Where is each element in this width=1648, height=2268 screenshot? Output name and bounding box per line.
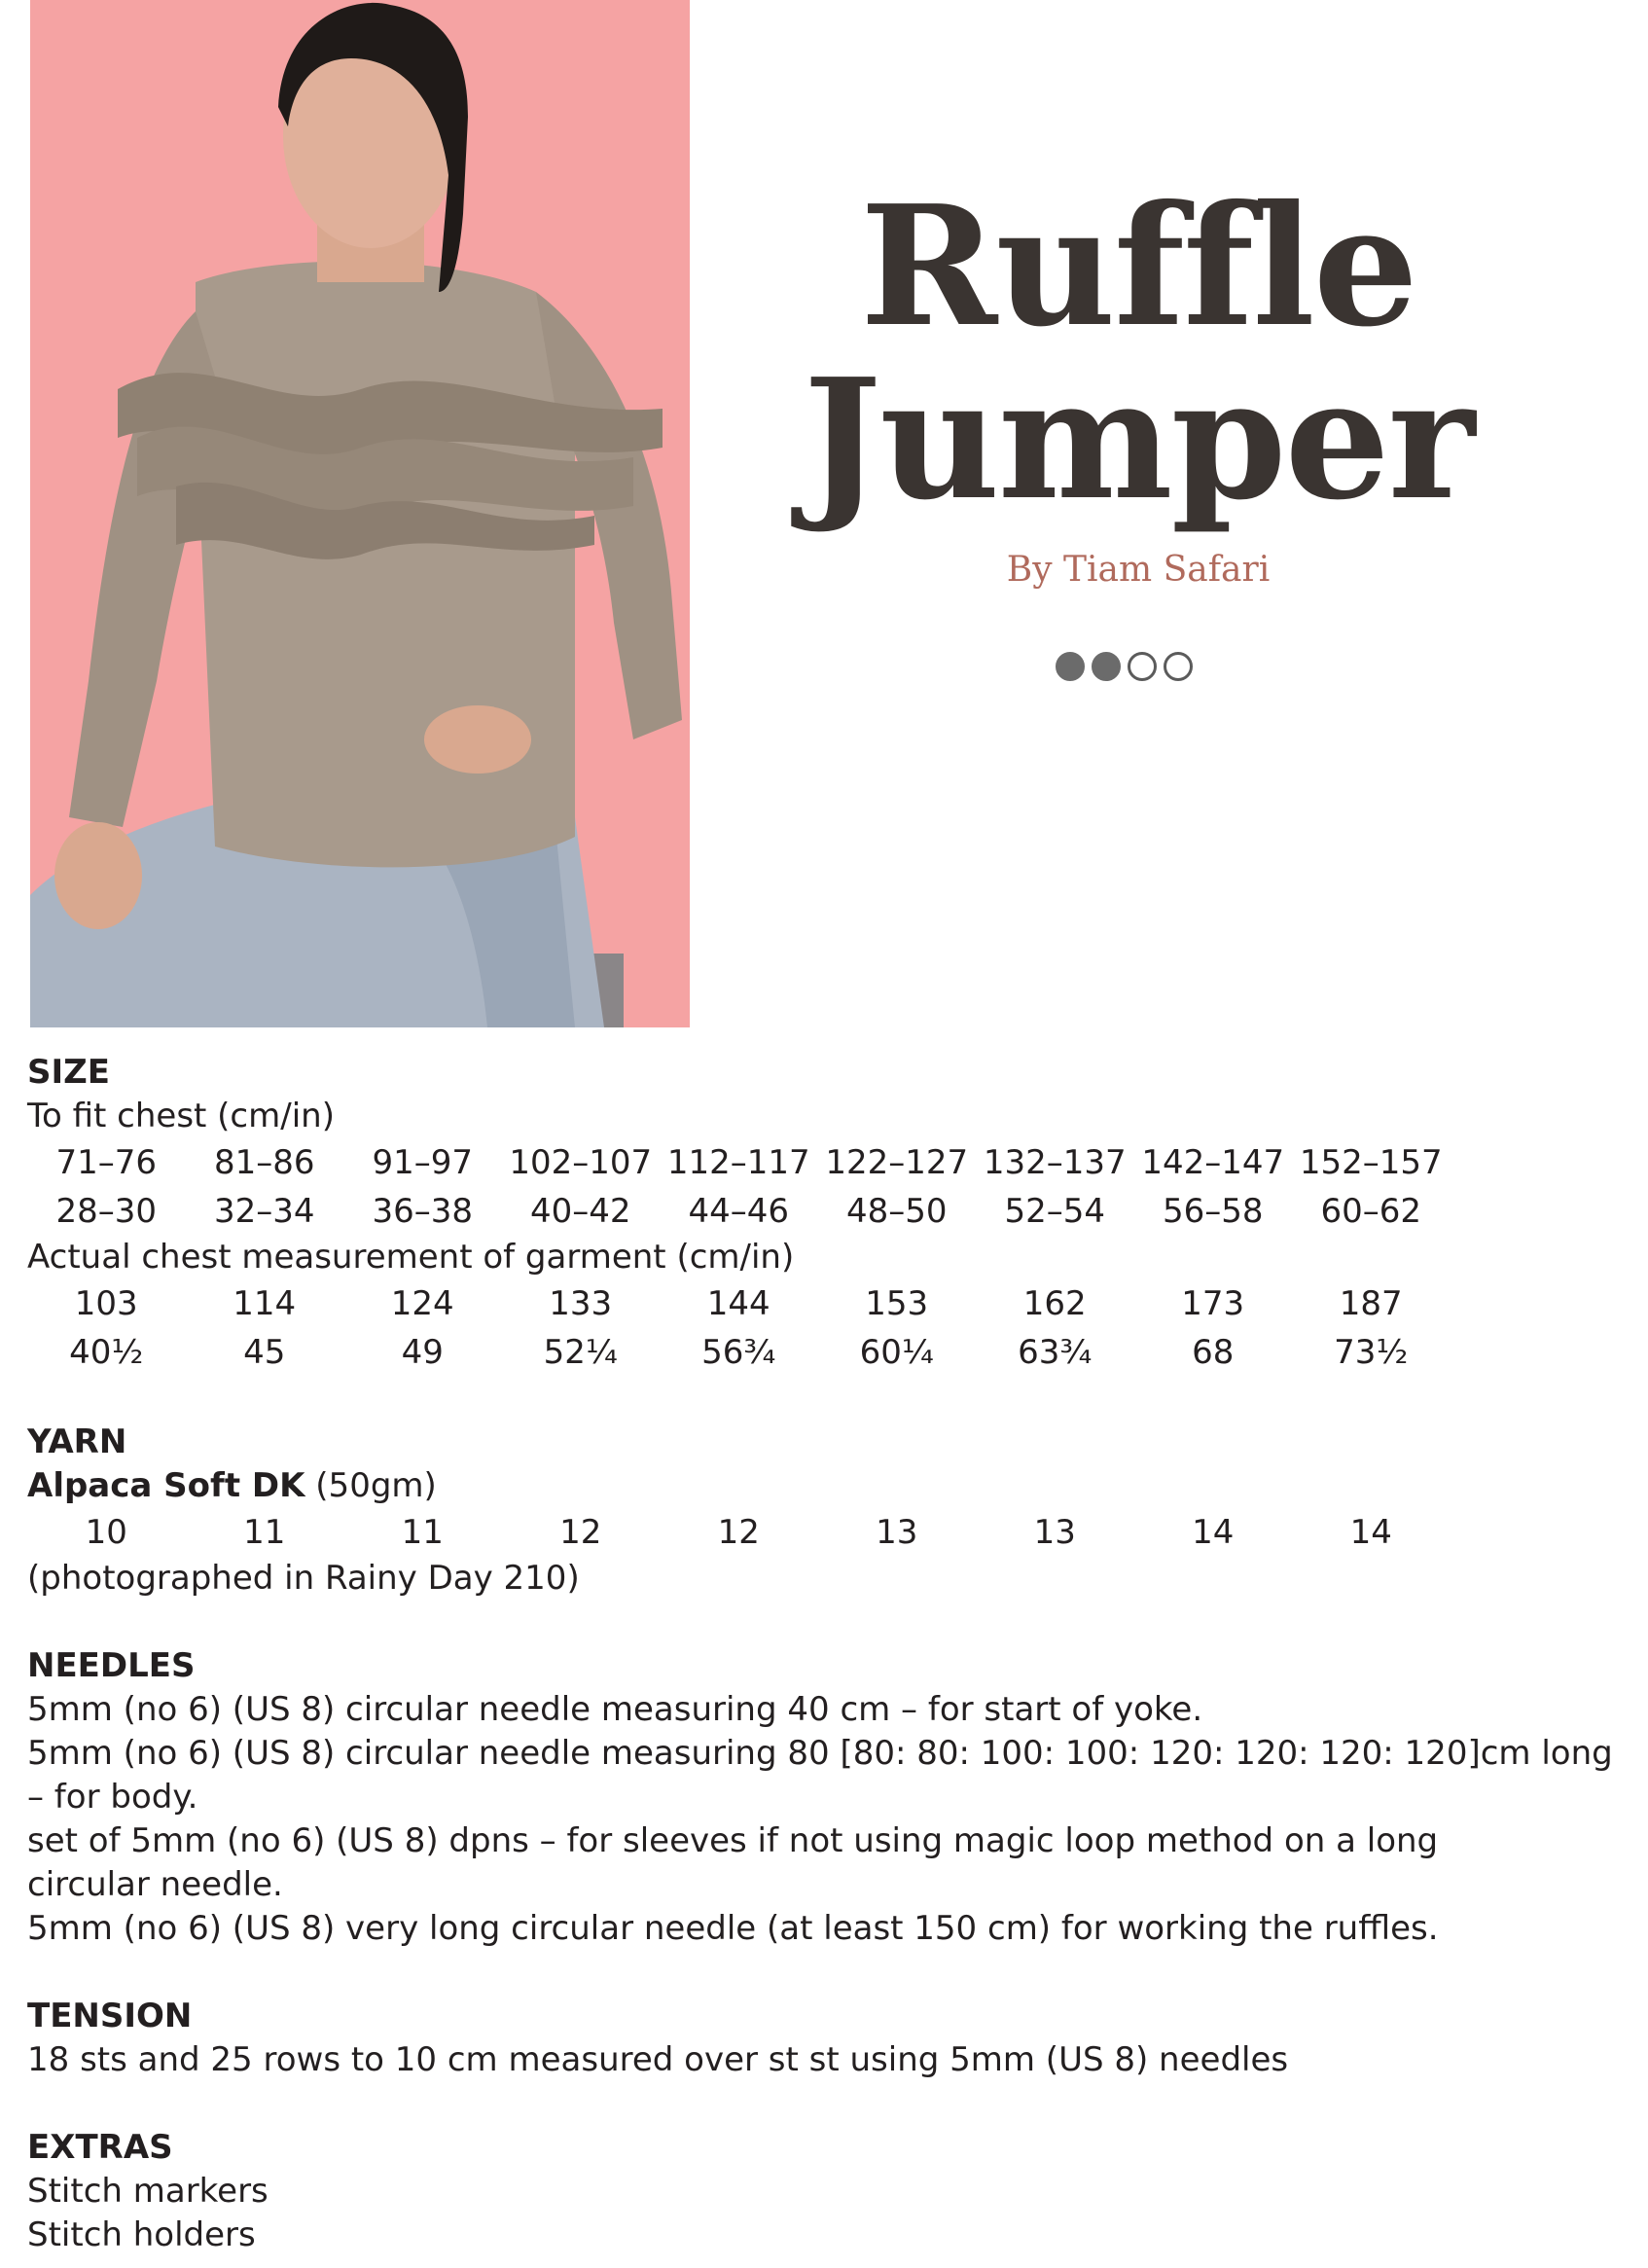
pattern-specs: [27, 1051, 1623, 2257]
difficulty-rating: [1056, 652, 1193, 685]
measurement-cell: 124: [390, 1283, 454, 1323]
size-cell: 91–97: [372, 1142, 474, 1182]
fit-chest-cm-row: [27, 1138, 1623, 1187]
needle-line: 5mm (no 6) (US 8) circular needle measuring 40 cm – for start of yoke.: [27, 1690, 1203, 1729]
measurement-cell: 173: [1181, 1283, 1245, 1323]
size-cell: 32–34: [213, 1191, 315, 1231]
fit-chest-label: To fit chest (cm/in): [27, 1097, 335, 1135]
size-cell: 44–46: [688, 1191, 790, 1231]
measurement-cell: 68: [1192, 1332, 1235, 1372]
measurement-cell: 153: [865, 1283, 929, 1323]
size-cell: 71–76: [55, 1142, 158, 1182]
size-cell: 112–117: [666, 1142, 810, 1182]
difficulty-dot-icon: [1164, 652, 1193, 681]
yarn-quantity-cell: 13: [1033, 1512, 1076, 1552]
fit-chest-in-row: [27, 1187, 1623, 1236]
size-cell: 152–157: [1299, 1142, 1443, 1182]
size-cell: 52–54: [1004, 1191, 1106, 1231]
yarn-name: Alpaca Soft DK: [27, 1466, 305, 1505]
actual-chest-in-row: [27, 1328, 1623, 1377]
size-cell: 102–107: [509, 1142, 653, 1182]
needle-line: 5mm (no 6) (US 8) very long circular needle (at least 150 cm) for working the ruffles.: [27, 1909, 1439, 1948]
yarn-quantity-cell: 14: [1192, 1512, 1235, 1552]
size-cell: 81–86: [213, 1142, 315, 1182]
measurement-cell: 187: [1339, 1283, 1403, 1323]
yarn-heading: YARN: [27, 1422, 127, 1461]
actual-chest-label: Actual chest measurement of garment (cm/in): [27, 1238, 795, 1277]
measurement-cell: 114: [233, 1283, 297, 1323]
measurement-cell: 103: [74, 1283, 138, 1323]
needles-heading: NEEDLES: [27, 1646, 196, 1685]
measurement-cell: 162: [1022, 1283, 1087, 1323]
size-cell: 28–30: [55, 1191, 158, 1231]
yarn-quantity-cell: 11: [243, 1512, 286, 1552]
extras-heading: EXTRAS: [27, 2128, 173, 2167]
needles-list: [27, 1688, 1623, 1951]
size-cell: 40–42: [529, 1191, 631, 1231]
needle-line: 5mm (no 6) (US 8) circular needle measuring 80 [80: 80: 100: 100: 120: 120: 120: 120]cm long: [27, 1734, 1613, 1773]
size-cell: 36–38: [372, 1191, 474, 1231]
needle-line: set of 5mm (no 6) (US 8) dpns – for sleeves if not using magic loop method on a long: [27, 1821, 1439, 1860]
model-photo: [30, 0, 690, 1027]
extras-list: [27, 2170, 1623, 2257]
measurement-cell: 56¾: [701, 1332, 776, 1372]
title-line-2: Jumper: [803, 342, 1474, 537]
extras-item: Stitch holders: [27, 2215, 256, 2254]
size-cell: 142–147: [1141, 1142, 1285, 1182]
measurement-cell: 73½: [1334, 1332, 1409, 1372]
size-cell: 56–58: [1162, 1191, 1264, 1231]
size-cell: 132–137: [983, 1142, 1127, 1182]
title-line-1: Ruffle: [860, 169, 1416, 364]
designer-byline: By Tiam Safari: [1006, 550, 1271, 590]
yarn-quantity-cell: 11: [401, 1512, 444, 1552]
yarn-quantity-cell: 12: [717, 1512, 760, 1552]
pattern-title: [759, 169, 1518, 537]
yarn-quantity-cell: 13: [876, 1512, 918, 1552]
tension-text: 18 sts and 25 rows to 10 cm measured over st st using 5mm (US 8) needles: [27, 2040, 1289, 2079]
extras-item: Stitch markers: [27, 2172, 269, 2211]
measurement-cell: 63¾: [1018, 1332, 1093, 1372]
difficulty-dot-icon: [1128, 652, 1157, 681]
size-cell: 60–62: [1320, 1191, 1422, 1231]
yarn-quantity-cell: 14: [1349, 1512, 1392, 1552]
measurement-cell: 52¼: [543, 1332, 618, 1372]
needle-line: – for body.: [27, 1778, 198, 1817]
measurement-cell: 133: [549, 1283, 613, 1323]
needle-line: circular needle.: [27, 1865, 283, 1904]
size-cell: 122–127: [825, 1142, 969, 1182]
yarn-note: (photographed in Rainy Day 210): [27, 1559, 580, 1598]
yarn-quantity-cell: 10: [85, 1512, 127, 1552]
measurement-cell: 49: [401, 1332, 444, 1372]
difficulty-dot-icon: [1056, 652, 1085, 681]
yarn-line: [27, 1464, 1623, 1508]
difficulty-dot-icon: [1092, 652, 1121, 681]
size-heading: SIZE: [27, 1053, 111, 1092]
size-cell: 48–50: [845, 1191, 948, 1231]
measurement-cell: 40½: [69, 1332, 144, 1372]
yarn-weight: (50gm): [305, 1466, 437, 1505]
measurement-cell: 45: [243, 1332, 286, 1372]
actual-chest-cm-row: [27, 1279, 1623, 1328]
yarn-balls-row: [27, 1508, 1623, 1557]
measurement-cell: 60¼: [859, 1332, 934, 1372]
yarn-quantity-cell: 12: [559, 1512, 602, 1552]
tension-heading: TENSION: [27, 1997, 193, 2035]
measurement-cell: 144: [706, 1283, 770, 1323]
